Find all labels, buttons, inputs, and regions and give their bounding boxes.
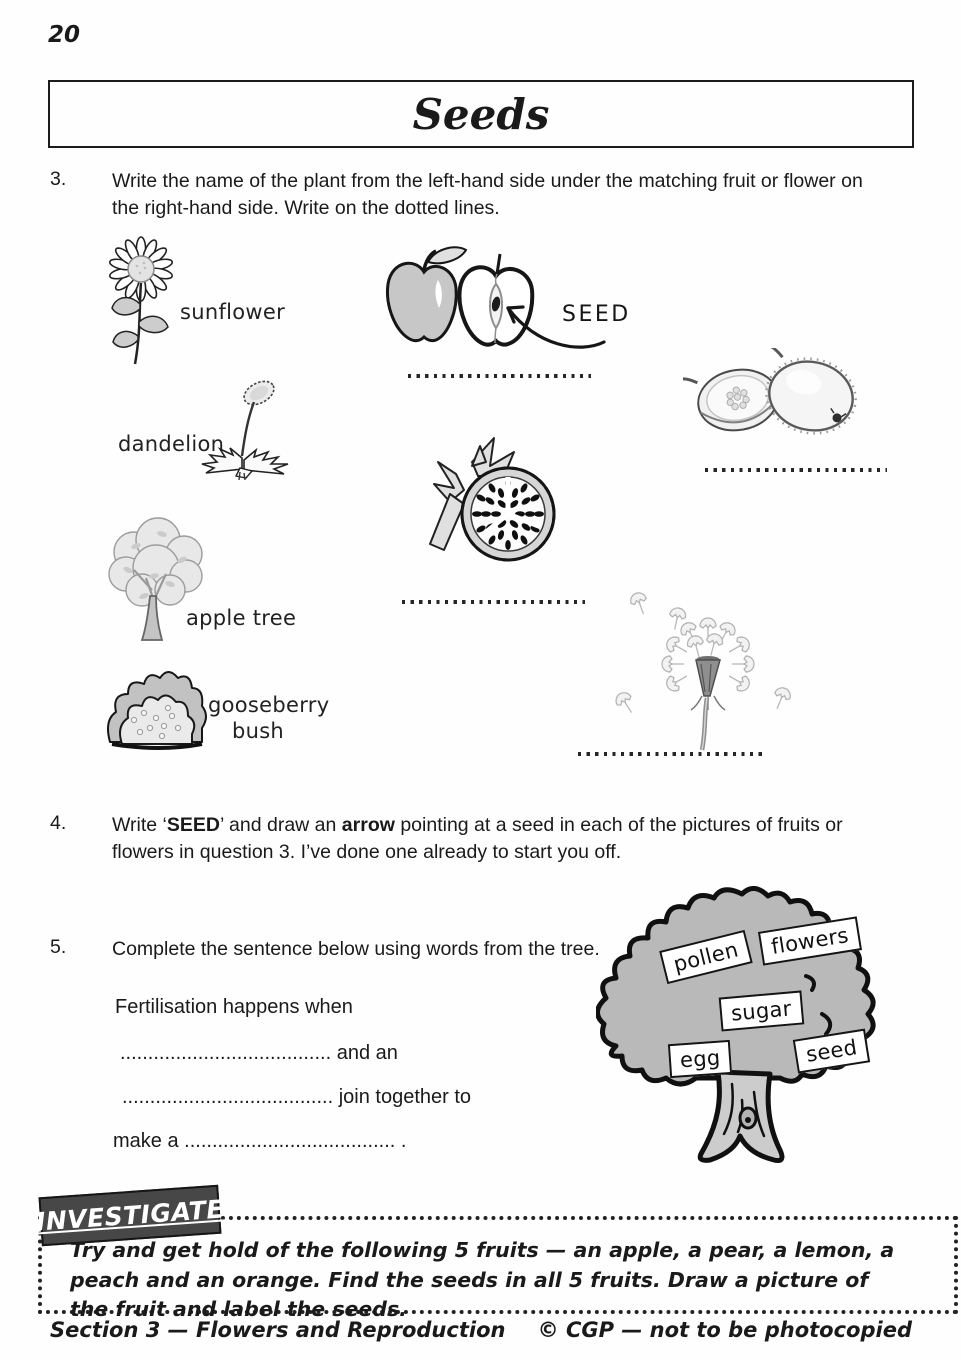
sunflower-seed-head-illustration (420, 432, 560, 572)
blank-dots: ...................................... (184, 1130, 396, 1152)
sentence-line-4: make a ...................................... . (113, 1130, 407, 1152)
investigate-label: INVESTIGATE (39, 1185, 222, 1246)
plant-label-dandelion: dandelion (118, 432, 225, 456)
q3-number: 3. (50, 168, 67, 190)
answer-line-apple (408, 374, 591, 378)
plant-label-sunflower: sunflower (180, 300, 286, 324)
answer-line-sunflower (402, 600, 585, 604)
blank-dots: ...................................... (120, 1042, 332, 1064)
sentence-line-1: Fertilisation happens when (115, 996, 353, 1018)
page-title: Seeds (412, 89, 550, 139)
q4-number: 4. (50, 812, 67, 834)
footer-copyright: © CGP — not to be photocopied (537, 1318, 912, 1342)
tree-word-card-seed: seed (793, 1028, 871, 1073)
investigate-text: Try and get hold of the following 5 fruits — an apple, a pear, a lemon, a peach and an orange. Find the seeds in all 5 fruits. Draw a picture of the fruit and label the seeds. (70, 1238, 895, 1322)
title-box (48, 80, 914, 148)
q5-text: Complete the sentence below using words from the tree. (112, 938, 600, 960)
q5-number: 5. (50, 936, 67, 958)
tree-word-card-flowers: flowers (758, 916, 862, 966)
tree-word-card-egg: egg (668, 1040, 733, 1079)
dandelion-clock-illustration (593, 574, 818, 754)
tree-word-card-pollen: pollen (659, 930, 753, 985)
seed-annotation: SEED (562, 302, 631, 327)
page-number: 20 (48, 22, 81, 48)
answer-line-gooseberry (705, 468, 887, 472)
tree-word-card-sugar: sugar (719, 990, 804, 1032)
gooseberry-fruit-illustration (683, 348, 859, 448)
sunflower-plant-illustration (98, 236, 184, 368)
q4-text: Write ‘SEED’ and draw an arrow pointing at a seed in each of the pictures of fruits or flowers in question 3. I’ve done one already to start you off. (112, 814, 843, 863)
blank-dots: ...................................... (122, 1086, 334, 1108)
sentence-line-3: ...................................... join together to (122, 1086, 472, 1108)
footer-section-title: Section 3 — Flowers and Reproduction (50, 1318, 506, 1342)
sentence-line-2: ...................................... and an (120, 1042, 398, 1064)
plant-label-apple-tree: apple tree (186, 606, 297, 630)
gooseberry-bush-illustration (104, 658, 210, 750)
plant-label-gooseberry-bush: gooseberry bush (208, 693, 330, 744)
answer-line-dandelion (578, 752, 762, 756)
q3-text: Write the name of the plant from the left-hand side under the matching fruit or flower on the right-hand side. Write on the dotted lines. (112, 170, 863, 219)
